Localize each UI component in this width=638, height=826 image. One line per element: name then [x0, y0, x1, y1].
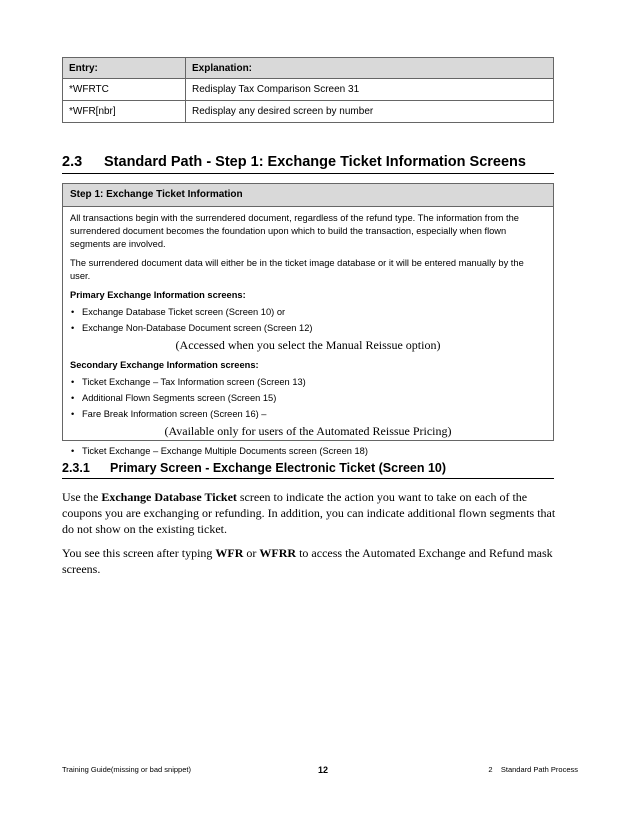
list-item: • Exchange Non-Database Document screen (Screen 12)	[70, 322, 546, 335]
step-box-header: Step 1: Exchange Ticket Information	[63, 184, 553, 207]
body-text	[62, 489, 558, 585]
text-run: screen to indicate the action you want to take on each of the coupons you are exchanging or refunding. In addition, you can indicate additional flown segments that do not show on the existing ticket.	[62, 490, 556, 536]
table-cell-entry: *WFR[nbr]	[63, 101, 186, 123]
section-heading	[62, 154, 554, 174]
secondary-heading: Secondary Exchange Information screens:	[70, 360, 259, 370]
last-list	[70, 445, 546, 458]
table-cell-entry: *WFRTC	[63, 79, 186, 101]
text-run: Use the	[62, 490, 102, 504]
subsection-number: 2.3.1	[62, 461, 90, 475]
table-header-row	[63, 58, 554, 79]
list-item: • Exchange Database Ticket screen (Screen 10) or	[70, 306, 546, 319]
footer-left: Training Guide(missing or bad snippet)	[62, 765, 191, 774]
table-cell-explanation: Redisplay any desired screen by number	[186, 101, 554, 123]
text-run: You see this screen after typing	[62, 546, 216, 560]
section-number: 2.3	[62, 154, 83, 170]
subsection-heading	[62, 461, 554, 479]
step-info-box	[62, 183, 554, 456]
table-header-explanation: Explanation:	[186, 58, 554, 79]
step-box-body	[63, 207, 553, 458]
table-row	[63, 101, 554, 123]
primary-list	[70, 306, 546, 335]
primary-heading: Primary Exchange Information screens:	[70, 290, 246, 300]
bold-term: Exchange Database Ticket	[101, 490, 237, 504]
table-row	[63, 79, 554, 101]
step-paragraph-2: The surrendered document data will either be in the ticket image database or it will be entered manually by the user.	[70, 258, 524, 281]
bold-term: WFR	[215, 546, 244, 560]
text-run: to access the Automated Exchange and Refund mask screens.	[62, 546, 553, 576]
page-number: 12	[318, 765, 329, 775]
footer-right: 2 Standard Path Process	[488, 765, 578, 774]
list-item: • Ticket Exchange – Tax Information screen (Screen 13)	[70, 376, 546, 389]
table-cell-explanation: Redisplay Tax Comparison Screen 31	[186, 79, 554, 101]
secondary-list	[70, 376, 546, 421]
entry-table	[62, 57, 554, 123]
primary-note: (Accessed when you select the Manual Reissue option)	[175, 338, 441, 352]
list-item: • Ticket Exchange – Exchange Multiple Documents screen (Screen 18)	[70, 445, 546, 458]
list-item: • Fare Break Information screen (Screen 16) –	[70, 408, 546, 421]
body-paragraph-1	[62, 489, 558, 537]
table-header-entry: Entry:	[63, 58, 186, 79]
secondary-note: (Available only for users of the Automated Reissue Pricing)	[164, 424, 452, 438]
list-item: • Additional Flown Segments screen (Screen 15)	[70, 392, 546, 405]
body-paragraph-2	[62, 545, 558, 577]
section-title: Standard Path - Step 1: Exchange Ticket Information Screens	[104, 154, 526, 170]
step-paragraph-1: All transactions begin with the surrendered document, regardless of the refund type. The information from the surrendered document becomes the foundation upon which to build the transaction, especially when flown segments are involved.	[70, 213, 519, 249]
subsection-title: Primary Screen - Exchange Electronic Ticket (Screen 10)	[110, 461, 447, 475]
text-run: or	[243, 546, 260, 560]
bold-term: WFRR	[259, 546, 297, 560]
